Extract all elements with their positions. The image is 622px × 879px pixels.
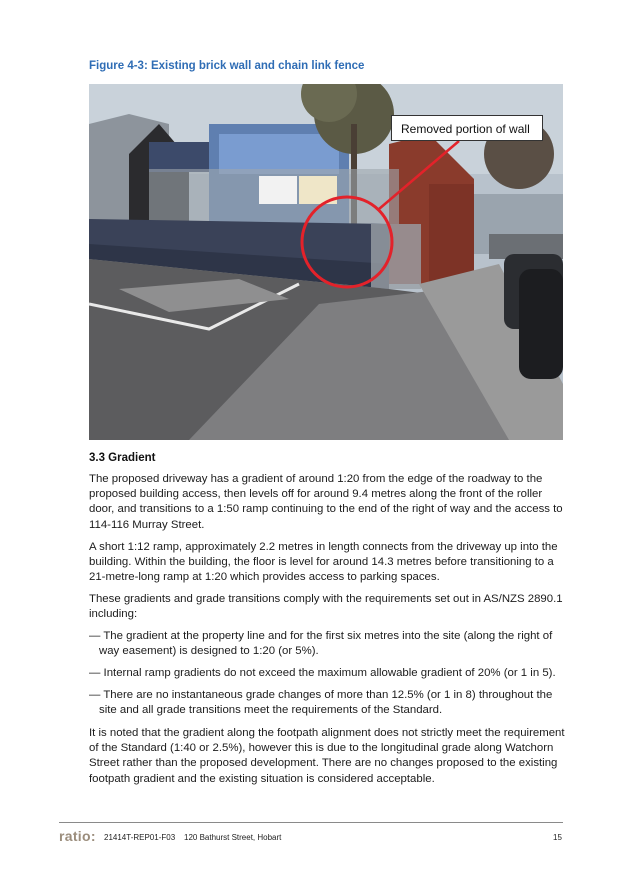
page-number: 15 xyxy=(553,833,562,842)
paragraph: These gradients and grade transitions comply with the requirements set out in AS/NZS 2890.1 including: xyxy=(89,593,563,621)
footer-divider xyxy=(59,822,563,823)
bullet-item: — The gradient at the property line and for the first six metres into the site (along the right of way easement) is designed to 1:20 (or 5%). xyxy=(89,630,553,658)
figure-caption: Figure 4-3: Existing brick wall and chain link fence xyxy=(89,60,365,72)
brand-logo: ratio: xyxy=(59,828,96,844)
paragraph: A short 1:12 ramp, approximately 2.2 metres in length connects from the driveway up into the building. Within the building, the floor is level for around 14.3 metres before transitioning to a 21-metre-long ramp at 1:20 which provides access to parking spaces. xyxy=(89,541,558,584)
project-address: 120 Bathurst Street, Hobart xyxy=(184,833,282,842)
bullet-item: — Internal ramp gradients do not exceed the maximum allowable gradient of 20% (or 1 in 5). xyxy=(89,667,556,679)
paragraph: The proposed driveway has a gradient of around 1:20 from the edge of the roadway to the proposed building access, then levels off for around 9.4 metres along the front of the roller door, and transitions to a 1:50 ramp continuing to the end of the right of way and the access to 114-116 Murray Street. xyxy=(89,473,563,531)
paragraph: It is noted that the gradient along the footpath alignment does not strictly meet the requirement of the Standard (1:40 or 2.5%), however this is due to the longitudinal grade along Watchorn Street rather than the proposed development. There are no changes proposed to the existing footpath gradient and the existing situation is considered acceptable. xyxy=(89,727,565,785)
bullet-item: — There are no instantaneous grade changes of more than 12.5% (or 1 in 8) throughout the site and all grade transitions meet the requirements of the Standard. xyxy=(89,689,553,717)
photo-callout-label: Removed portion of wall xyxy=(391,115,543,141)
document-reference: 21414T-REP01-F03 xyxy=(104,833,176,842)
section-heading: 3.3 Gradient xyxy=(89,452,156,464)
